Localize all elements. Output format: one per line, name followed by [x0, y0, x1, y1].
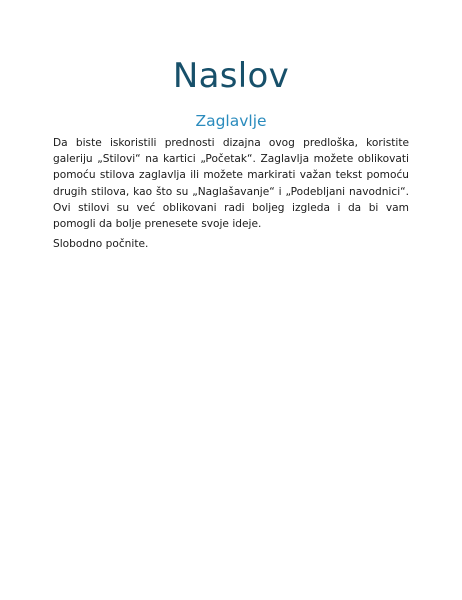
document-title[interactable]: Naslov: [172, 56, 290, 96]
body-paragraph-2[interactable]: Slobodno počnite.: [53, 238, 149, 251]
body-paragraph-1[interactable]: Da biste iskoristili prednosti dizajna ovog predloška, koristite galeriju „Stilovi“ na kartici „Početak“. Zaglavlja možete oblikovati pomoću stilova zaglavlja ili možete markirati važan tekst pomoću drugih stilova, kao što su „Naglašavanje“ i „Podebljani navodnici“. Ovi stilovi su već oblikovani radi boljeg izgleda i da bi vam pomogli da bolje prenesete svoje ideje.: [53, 137, 409, 231]
document-heading[interactable]: Zaglavlje: [195, 112, 267, 130]
